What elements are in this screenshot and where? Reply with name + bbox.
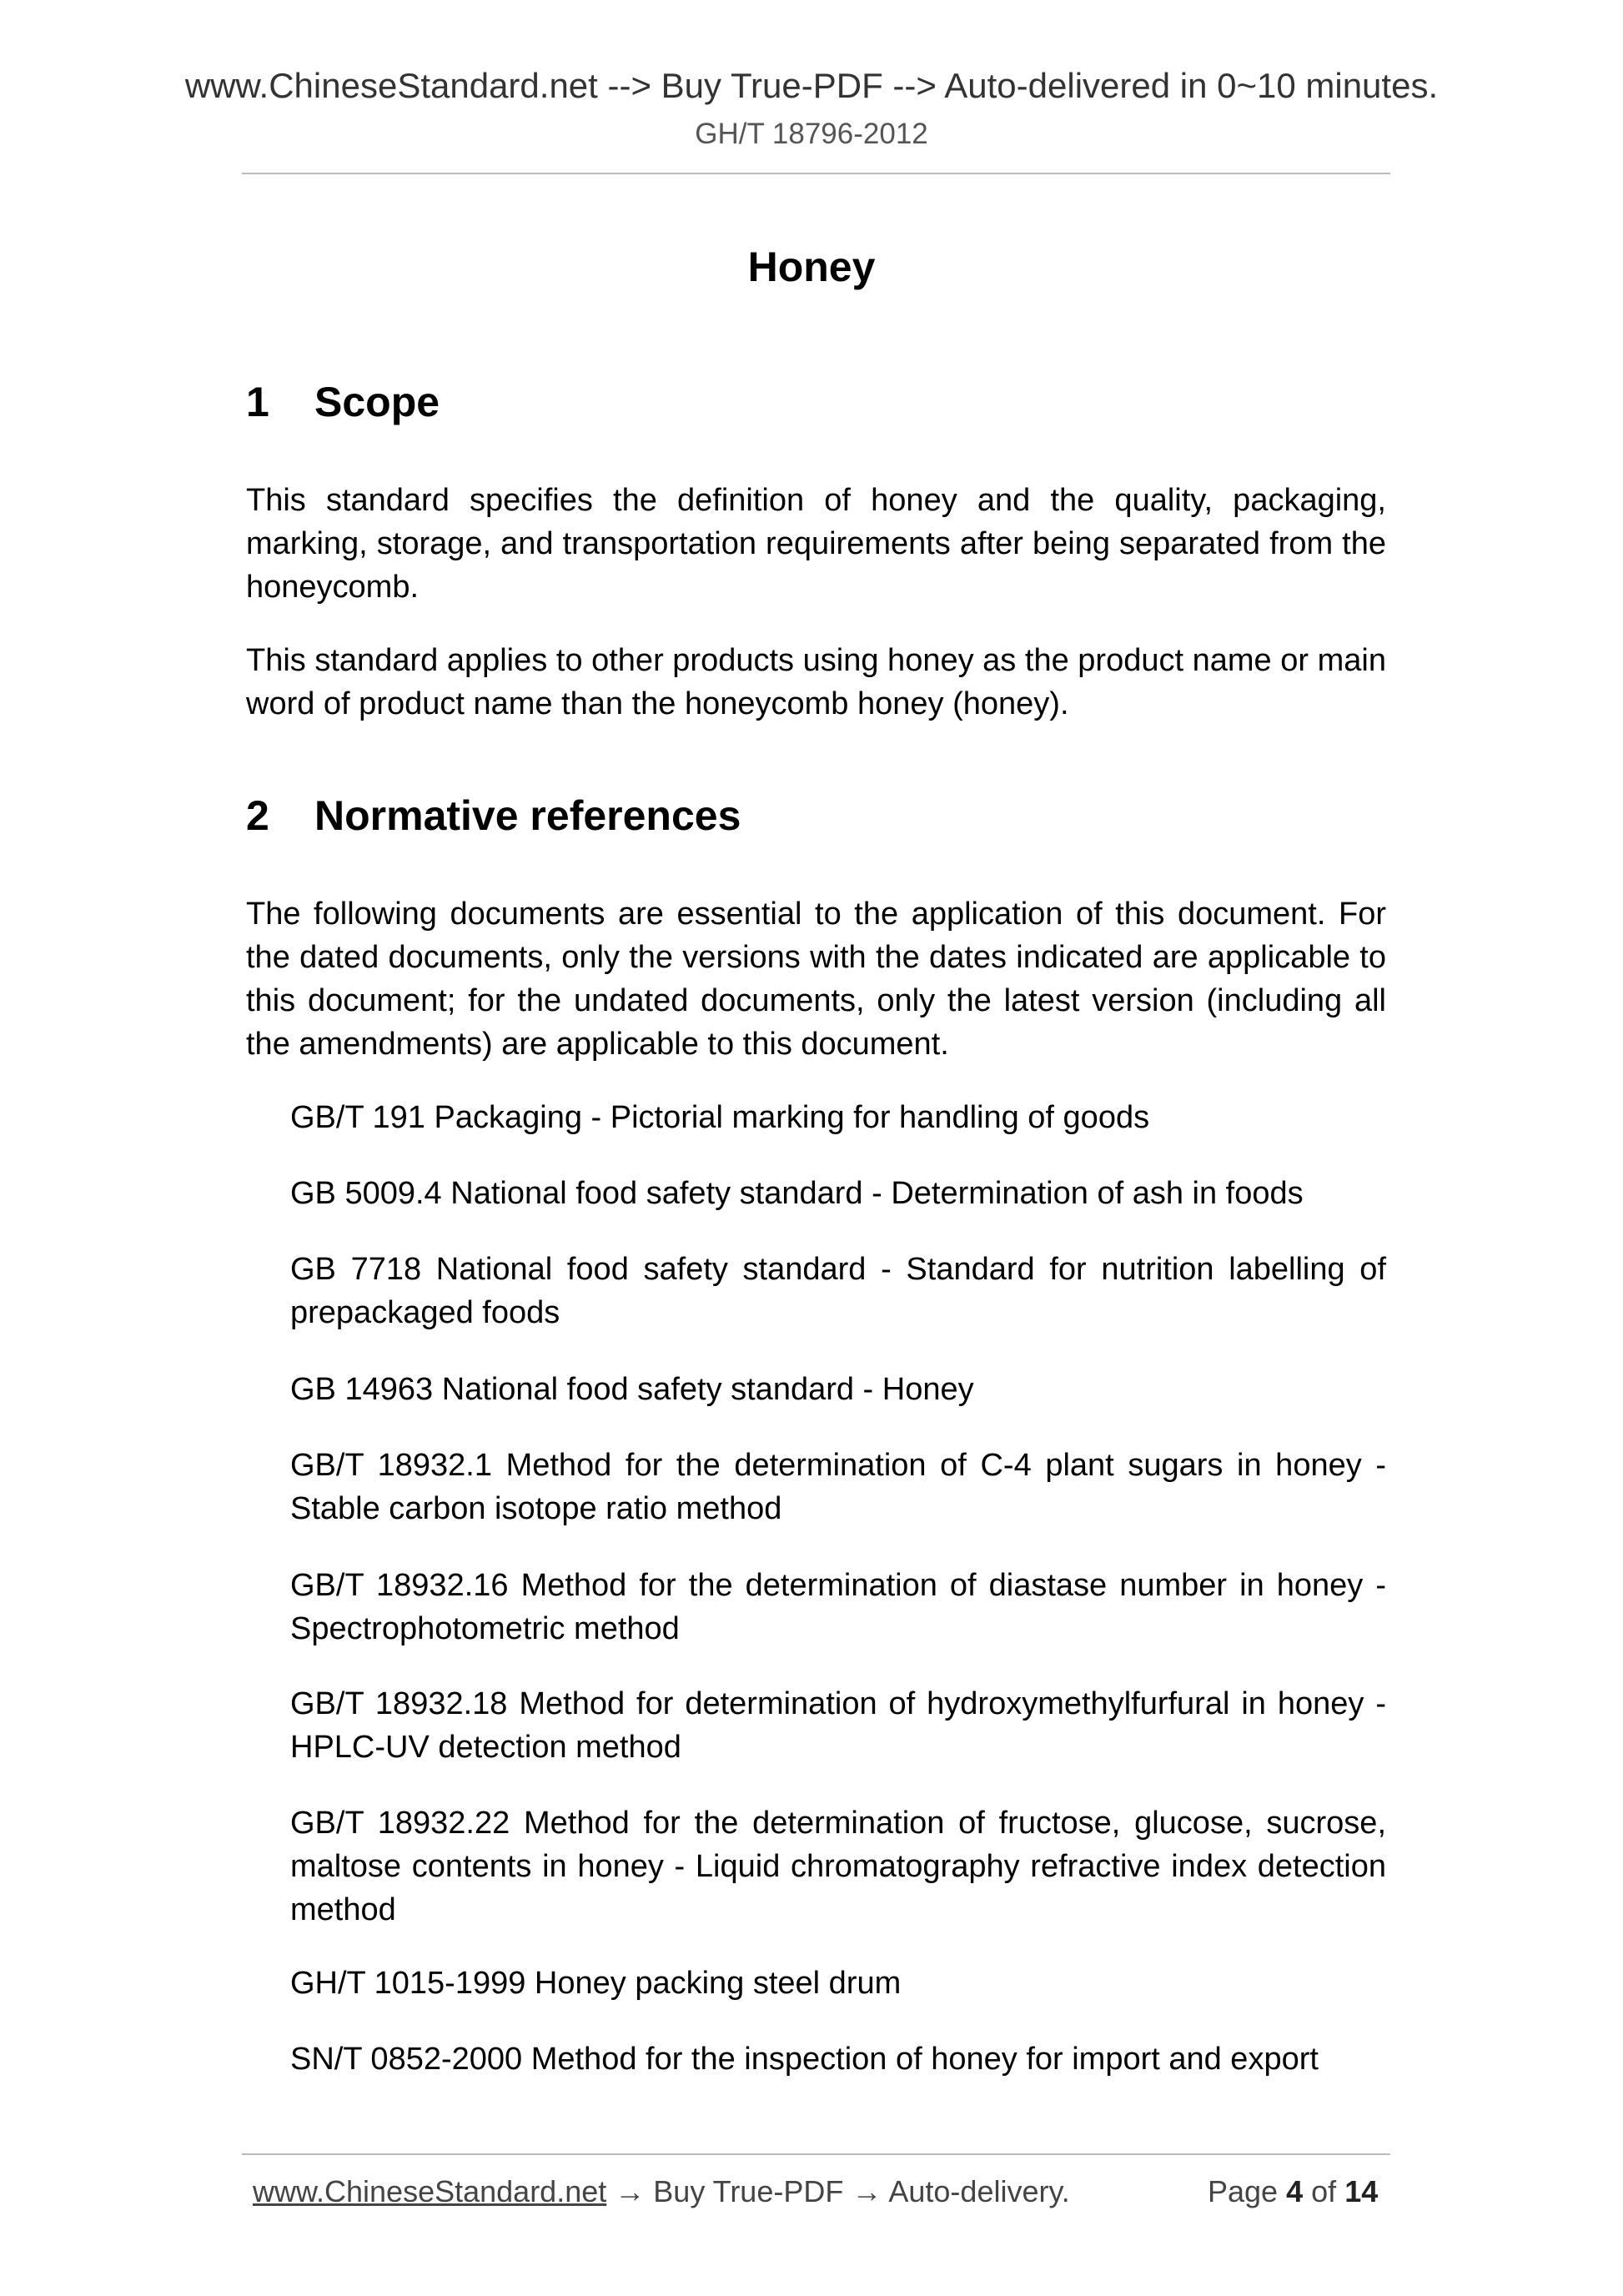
header-divider: [242, 173, 1390, 174]
reference-item: GB/T 18932.16 Method for the determination of diastase number in honey - Spectrophotometric method: [290, 1568, 1386, 1646]
footer-divider: [242, 2153, 1390, 2155]
section-number: 1: [246, 379, 269, 425]
header-banner: www.ChineseStandard.net --> Buy True-PDF --> Auto-delivered in 0~10 minutes.: [184, 66, 1439, 105]
reference-item: GB/T 18932.18 Method for determination of hydroxymethylfurfural in honey - HPLC-UV detection method: [290, 1686, 1386, 1765]
scope-paragraph-1: This standard specifies the definition of honey and the quality, packaging, marking, storage, and transportation requirements after being separated from the honeycomb.: [246, 483, 1386, 605]
reference-item: GB/T 191 Packaging - Pictorial marking for handling of goods: [290, 1100, 1150, 1135]
page-total: 14: [1344, 2174, 1379, 2208]
reference-item: GB 5009.4 National food safety standard - Determination of ash in foods: [290, 1176, 1304, 1211]
reference-item: GB/T 18932.1 Method for the determination of C-4 plant sugars in honey - Stable carbon isotope ratio method: [290, 1448, 1386, 1526]
section-title: Scope: [314, 379, 440, 425]
page-of: of: [1311, 2174, 1337, 2208]
footer-site-link[interactable]: www.ChineseStandard.net: [253, 2174, 607, 2208]
section-heading-scope: [246, 377, 440, 427]
page-word: Page: [1208, 2174, 1279, 2208]
page-current: 4: [1286, 2174, 1304, 2208]
section-heading-normative-references: [246, 791, 741, 841]
reference-item: GH/T 1015-1999 Honey packing steel drum: [290, 1966, 902, 2001]
reference-item: SN/T 0852-2000 Method for the inspection of honey for import and export: [290, 2042, 1319, 2077]
footer-buy-text: Buy True-PDF: [653, 2174, 844, 2208]
footer-delivery-text: Auto-delivery.: [888, 2174, 1070, 2208]
scope-paragraph-2: This standard applies to other products using honey as the product name or main word of product name than the honeycomb honey (honey).: [246, 643, 1386, 721]
reference-item: GB/T 18932.22 Method for the determination of fructose, glucose, sucrose, maltose contents in honey - Liquid chromatography refractive index detection method: [290, 1806, 1386, 1927]
page-title: Honey: [747, 244, 876, 290]
reference-item: GB 14963 National food safety standard - Honey: [290, 1372, 974, 1407]
reference-item: GB 7718 National food safety standard - Standard for nutrition labelling of prepackaged foods: [290, 1252, 1386, 1330]
standard-code: GH/T 18796-2012: [695, 118, 928, 150]
footer-links: [253, 2173, 1070, 2211]
arrow-right-icon: →: [615, 2174, 646, 2208]
references-intro: The following documents are essential to the application of this document. For the dated documents, only the versions with the dates indicated are applicable to this document; for the undated documents, only the latest version (including all the amendments) are applicable to this document.: [246, 897, 1386, 1062]
page-number: [1208, 2173, 1378, 2211]
section-title: Normative references: [314, 792, 741, 839]
section-number: 2: [246, 792, 269, 839]
arrow-right-icon: →: [852, 2174, 882, 2208]
